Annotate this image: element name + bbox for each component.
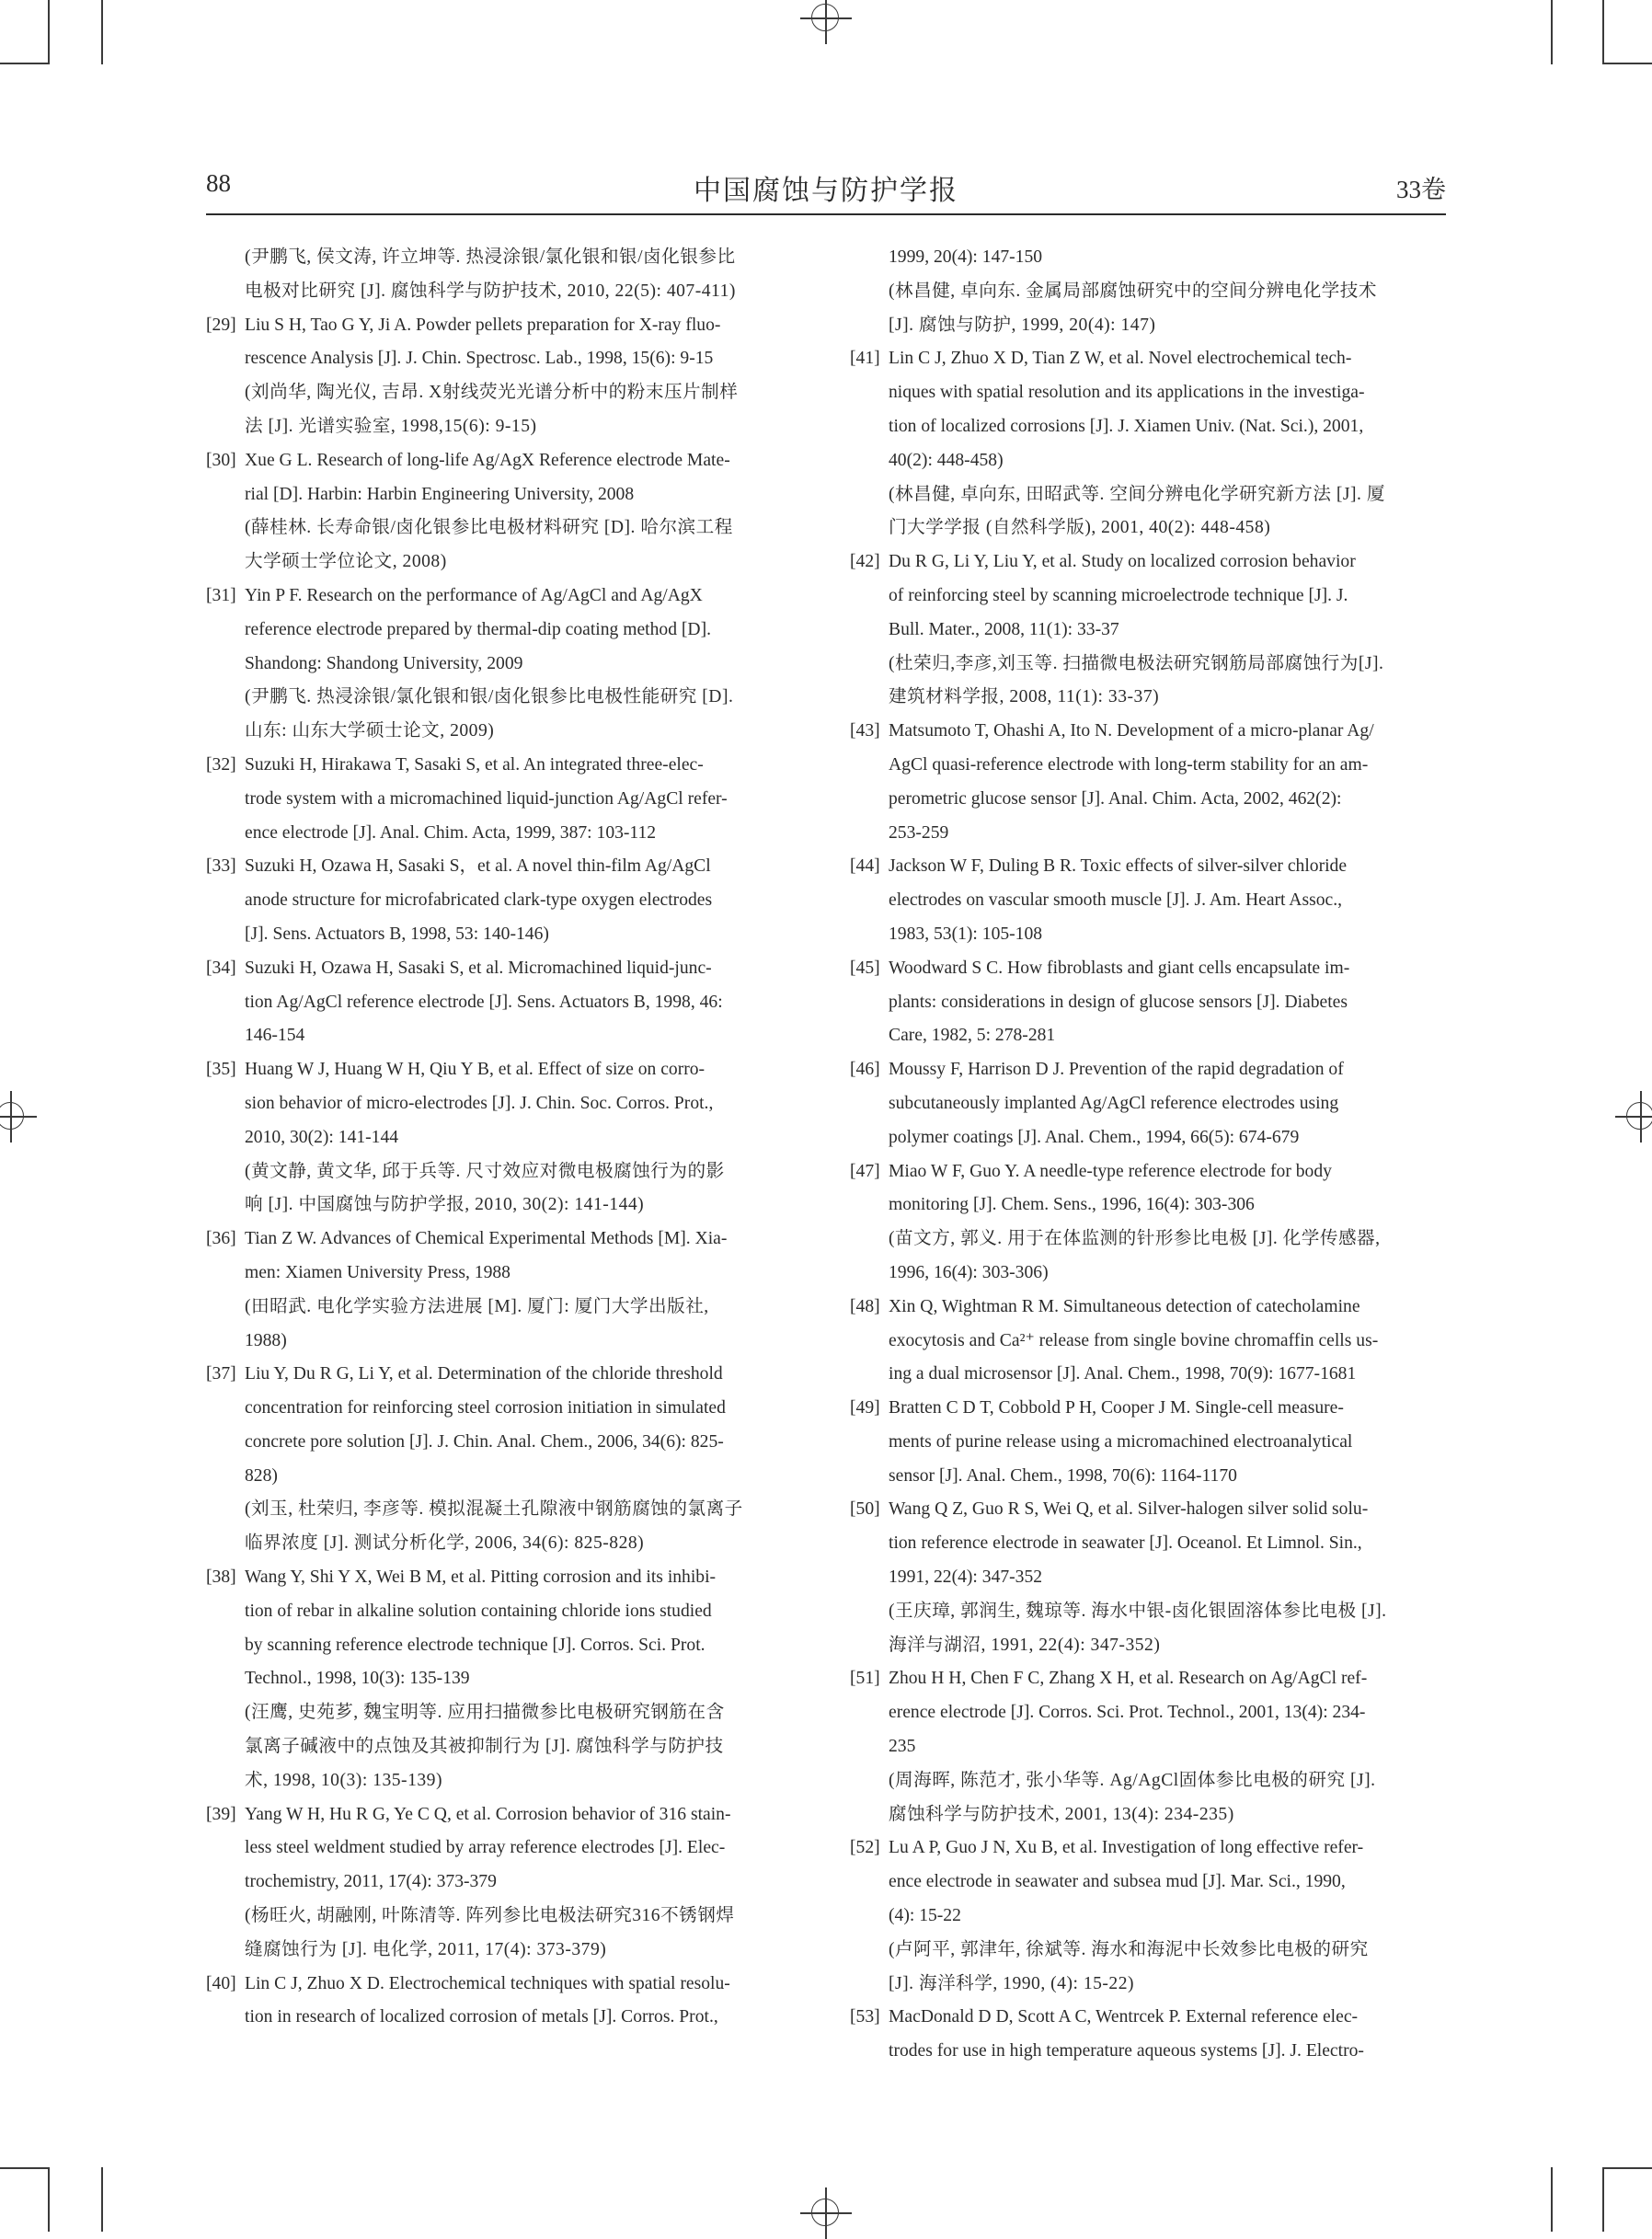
reference-number: [41] <box>850 349 880 369</box>
reference-line: [J]. Sens. Actuators B, 1998, 53: 140-146) <box>245 924 549 944</box>
reference-line: by scanning reference electrode technique [J]. Corros. Sci. Prot. <box>245 1635 706 1655</box>
header-rule <box>206 213 1446 215</box>
reference-line: rescence Analysis [J]. J. Chin. Spectrosc. Lab., 1998, 15(6): 9-15 <box>245 349 714 369</box>
reference-entry <box>206 1798 795 1968</box>
reference-line: 1983, 53(1): 105-108 <box>889 924 1043 944</box>
reference-number: [44] <box>850 856 880 877</box>
reference-number: [51] <box>850 1669 880 1689</box>
reference-line: tion of rebar in alkaline solution containing chloride ions studied <box>245 1601 712 1621</box>
reference-line: Du R G, Li Y, Liu Y, et al. Study on localized corrosion behavior <box>889 552 1356 572</box>
reference-line: ence electrode [J]. Anal. Chim. Acta, 1999, 387: 103-112 <box>245 822 657 843</box>
reference-number: [34] <box>206 958 236 978</box>
registration-mark-icon <box>1615 1091 1652 1142</box>
reference-line: concrete pore solution [J]. J. Chin. Anal. Chem., 2006, 34(6): 825- <box>245 1431 724 1452</box>
reference-line: Lu A P, Guo J N, Xu B, et al. Investigation of long effective refer- <box>889 1838 1364 1858</box>
reference-line: (周海晖, 陈范才, 张小华等. Ag/AgCl固体参比电极的研究 [J]. <box>889 1770 1376 1790</box>
reference-line: Liu S H, Tao G Y, Ji A. Powder pellets preparation for X-ray fluo- <box>245 315 721 335</box>
reference-number: [50] <box>850 1499 880 1520</box>
reference-entry <box>206 1053 795 1223</box>
crop-mark <box>48 2167 50 2232</box>
reference-entry <box>206 952 795 1053</box>
reference-line: trodes for use in high temperature aqueous systems [J]. J. Electro- <box>889 2041 1364 2061</box>
reference-line: Huang W J, Huang W H, Qiu Y B, et al. Effect of size on corro- <box>245 1060 706 1080</box>
crop-mark <box>1602 2167 1604 2232</box>
reference-entry <box>206 749 795 850</box>
reference-line: 海洋与湖沼, 1991, 22(4): 347-352) <box>889 1635 1161 1655</box>
reference-line: 1999, 20(4): 147-150 <box>889 247 1043 267</box>
reference-entry <box>850 342 1439 545</box>
reference-line: (黄文静, 黄文华, 邱于兵等. 尺寸效应对微电极腐蚀行为的影 <box>245 1161 725 1181</box>
reference-line: 氯离子碱液中的点蚀及其被抑制行为 [J]. 腐蚀科学与防护技 <box>245 1737 724 1757</box>
reference-line: Technol., 1998, 10(3): 135-139 <box>245 1669 470 1689</box>
reference-number: [53] <box>850 2007 880 2027</box>
reference-number: [39] <box>206 1804 236 1824</box>
reference-number: [32] <box>206 754 236 775</box>
reference-entry <box>206 580 795 749</box>
reference-line: Lin C J, Zhuo X D. Electrochemical techniques with spatial resolu- <box>245 1973 730 1993</box>
reference-number: [30] <box>206 450 236 470</box>
reference-number: [46] <box>850 1060 880 1080</box>
reference-line: erence electrode [J]. Corros. Sci. Prot. Technol., 2001, 13(4): 234- <box>889 1703 1366 1723</box>
reference-line: Bull. Mater., 2008, 11(1): 33-37 <box>889 619 1119 639</box>
page-number: 88 <box>206 169 231 197</box>
reference-line: sensor [J]. Anal. Chem., 1998, 70(6): 1164-1170 <box>889 1465 1237 1486</box>
reference-line: tion Ag/AgCl reference electrode [J]. Sens. Actuators B, 1998, 46: <box>245 992 723 1012</box>
reference-line: plants: considerations in design of glucose sensors [J]. Diabetes <box>889 992 1348 1012</box>
reference-line: Woodward S C. How fibroblasts and giant cells encapsulate im- <box>889 958 1350 978</box>
reference-number: [36] <box>206 1229 236 1249</box>
crop-mark <box>1551 2167 1553 2232</box>
reference-number: [31] <box>206 585 236 605</box>
reference-line: (刘尚华, 陶光仪, 吉昂. X射线荧光光谱分析中的粉末压片制样 <box>245 383 739 403</box>
reference-line: (卢阿平, 郭津年, 徐斌等. 海水和海泥中长效参比电极的研究 <box>889 1939 1369 1959</box>
reference-entry <box>850 1155 1439 1291</box>
volume-label: 33卷 <box>1396 176 1446 203</box>
reference-number: [37] <box>206 1364 236 1384</box>
crop-mark <box>101 2167 103 2232</box>
reference-line: 40(2): 448-458) <box>889 450 1004 470</box>
reference-number: [45] <box>850 958 880 978</box>
reference-line: tion in research of localized corrosion of metals [J]. Corros. Prot., <box>245 2007 718 2027</box>
reference-line: Suzuki H, Ozawa H, Sasaki S，et al. A novel thin-film Ag/AgCl <box>245 856 711 877</box>
reference-number: [35] <box>206 1060 236 1080</box>
reference-line: [J]. 海洋科学, 1990, (4): 15-22) <box>889 1973 1135 1993</box>
reference-entry <box>206 444 795 580</box>
reference-line: perometric glucose sensor [J]. Anal. Chim. Acta, 2002, 462(2): <box>889 788 1342 809</box>
reference-line: Tian Z W. Advances of Chemical Experimental Methods [M]. Xia- <box>245 1229 728 1249</box>
crop-mark <box>0 63 50 64</box>
reference-number: [52] <box>850 1838 880 1858</box>
running-header <box>206 169 1446 210</box>
reference-line: 235 <box>889 1737 916 1757</box>
reference-line: (尹鹏飞. 热浸涂银/氯化银和银/卤化银参比电极性能研究 [D]. <box>245 687 734 707</box>
reference-line: (尹鹏飞, 侯文涛, 许立坤等. 热浸涂银/氯化银和银/卤化银参比 <box>245 247 736 267</box>
journal-title: 中国腐蚀与防护学报 <box>694 176 958 206</box>
reference-line: Wang Q Z, Guo R S, Wei Q, et al. Silver-halogen silver solid solu- <box>889 1499 1369 1520</box>
reference-entry <box>206 241 795 309</box>
reference-number: [49] <box>850 1398 880 1418</box>
reference-entry <box>206 309 795 444</box>
reference-line: Shandong: Shandong University, 2009 <box>245 653 523 673</box>
reference-line: electrodes on vascular smooth muscle [J]. J. Am. Heart Assoc., <box>889 890 1343 911</box>
crop-mark <box>1602 2167 1652 2169</box>
registration-mark-icon <box>800 0 852 44</box>
reference-line: 响 [J]. 中国腐蚀与防护学报, 2010, 30(2): 141-144) <box>245 1195 645 1215</box>
reference-line: sion behavior of micro-electrodes [J]. J. Chin. Soc. Corros. Prot., <box>245 1093 714 1113</box>
reference-line: reference electrode prepared by thermal-dip coating method [D]. <box>245 619 712 639</box>
reference-line: (王庆璋, 郭润生, 魏琼等. 海水中银-卤化银固溶体参比电极 [J]. <box>889 1601 1387 1621</box>
reference-line: (苗文方, 郭义. 用于在体监测的针形参比电极 [J]. 化学传感器, <box>889 1229 1381 1249</box>
reference-entry <box>850 1831 1439 2001</box>
reference-line: of reinforcing steel by scanning microelectrode technique [J]. J. <box>889 585 1348 605</box>
reference-line: less steel weldment studied by array reference electrodes [J]. Elec- <box>245 1838 726 1858</box>
reference-entry <box>850 1493 1439 1662</box>
reference-line: Suzuki H, Ozawa H, Sasaki S, et al. Micromachined liquid-junc- <box>245 958 712 978</box>
reference-line: Yin P F. Research on the performance of Ag/AgCl and Ag/AgX <box>245 585 703 605</box>
reference-line: anode structure for microfabricated clark-type oxygen electrodes <box>245 890 713 911</box>
reference-line: Moussy F, Harrison D J. Prevention of the rapid degradation of <box>889 1060 1344 1080</box>
reference-entry <box>850 241 1439 342</box>
reference-line: Wang Y, Shi Y X, Wei B M, et al. Pitting corrosion and its inhibi- <box>245 1567 717 1588</box>
reference-line: 电极对比研究 [J]. 腐蚀科学与防护技术, 2010, 22(5): 407-411) <box>245 281 736 301</box>
reference-line: exocytosis and Ca²⁺ release from single bovine chromaffin cells us- <box>889 1330 1379 1350</box>
reference-number: [33] <box>206 856 236 877</box>
reference-line: (刘玉, 杜荣归, 李彦等. 模拟混凝土孔隙液中钢筋腐蚀的氯离子 <box>245 1499 743 1520</box>
reference-line: 1988) <box>245 1330 287 1350</box>
reference-line: Bratten C D T, Cobbold P H, Cooper J M. Single-cell measure- <box>889 1398 1344 1418</box>
reference-line: 828) <box>245 1465 278 1486</box>
reference-entry <box>850 952 1439 1053</box>
reference-line: 建筑材料学报, 2008, 11(1): 33-37) <box>889 687 1160 707</box>
reference-line: (林昌健, 卓向东, 田昭武等. 空间分辨电化学研究新方法 [J]. 厦 <box>889 484 1385 504</box>
reference-line: Zhou H H, Chen F C, Zhang X H, et al. Research on Ag/AgCl ref- <box>889 1669 1368 1689</box>
reference-line: subcutaneously implanted Ag/AgCl reference electrodes using <box>889 1093 1339 1113</box>
reference-entry <box>850 1291 1439 1392</box>
reference-line: 1996, 16(4): 303-306) <box>889 1262 1049 1282</box>
reference-entry <box>850 1053 1439 1154</box>
reference-line: AgCl quasi-reference electrode with long-term stability for an am- <box>889 754 1369 775</box>
reference-line: tion of localized corrosions [J]. J. Xiamen Univ. (Nat. Sci.), 2001, <box>889 416 1364 436</box>
reference-column-right <box>850 241 1439 2069</box>
registration-mark-icon <box>0 1091 37 1142</box>
reference-number: [43] <box>850 721 880 741</box>
crop-mark <box>1551 0 1553 64</box>
reference-line: Xue G L. Research of long-life Ag/AgX Reference electrode Mate- <box>245 450 730 470</box>
reference-line: 术, 1998, 10(3): 135-139) <box>245 1770 442 1790</box>
reference-entry <box>850 715 1439 850</box>
reference-line: (田昭武. 电化学实验方法进展 [M]. 厦门: 厦门大学出版社, <box>245 1296 709 1316</box>
reference-line: trode system with a micromachined liquid-junction Ag/AgCl refer- <box>245 788 728 809</box>
reference-number: [29] <box>206 315 236 335</box>
reference-number: [38] <box>206 1567 236 1588</box>
reference-entry <box>850 1662 1439 1831</box>
reference-line: Suzuki H, Hirakawa T, Sasaki S, et al. An integrated three-elec- <box>245 754 704 775</box>
crop-mark <box>1602 63 1652 64</box>
reference-line: tion reference electrode in seawater [J]. Oceanol. Et Limnol. Sin., <box>889 1533 1362 1554</box>
reference-line: 法 [J]. 光谱实验室, 1998,15(6): 9-15) <box>245 416 537 436</box>
reference-line: Jackson W F, Duling B R. Toxic effects of silver-silver chloride <box>889 856 1348 877</box>
reference-line: MacDonald D D, Scott A C, Wentrcek P. External reference elec- <box>889 2007 1359 2027</box>
reference-line: polymer coatings [J]. Anal. Chem., 1994, 66(5): 674-679 <box>889 1127 1300 1147</box>
reference-line: ing a dual microsensor [J]. Anal. Chem., 1998, 70(9): 1677-1681 <box>889 1364 1357 1384</box>
crop-mark <box>1602 0 1604 64</box>
reference-line: trochemistry, 2011, 17(4): 373-379 <box>245 1872 497 1892</box>
reference-line: ments of purine release using a micromachined electroanalytical <box>889 1431 1353 1452</box>
reference-number: [48] <box>850 1296 880 1316</box>
reference-line: 缝腐蚀行为 [J]. 电化学, 2011, 17(4): 373-379) <box>245 1939 607 1959</box>
reference-line: Xin Q, Wightman R M. Simultaneous detection of catecholamine <box>889 1296 1360 1316</box>
reference-line: ence electrode in seawater and subsea mud [J]. Mar. Sci., 1990, <box>889 1872 1346 1892</box>
reference-line: men: Xiamen University Press, 1988 <box>245 1262 511 1282</box>
reference-line: Care, 1982, 5: 278-281 <box>889 1026 1056 1046</box>
reference-line: Liu Y, Du R G, Li Y, et al. Determination of the chloride threshold <box>245 1364 723 1384</box>
reference-line: (薛桂林. 长寿命银/卤化银参比电极材料研究 [D]. 哈尔滨工程 <box>245 518 733 538</box>
reference-line: 临界浓度 [J]. 测试分析化学, 2006, 34(6): 825-828) <box>245 1533 645 1554</box>
reference-line: (杜荣归,李彦,刘玉等. 扫描微电极法研究钢筋局部腐蚀行为[J]. <box>889 653 1384 673</box>
reference-entry <box>206 1358 795 1561</box>
reference-line: concentration for reinforcing steel corrosion initiation in simulated <box>245 1398 726 1418</box>
reference-line: (杨旺火, 胡融刚, 叶陈清等. 阵列参比电极法研究316不锈钢焊 <box>245 1906 735 1926</box>
reference-entry <box>206 1223 795 1358</box>
reference-line: 1991, 22(4): 347-352 <box>889 1567 1043 1588</box>
reference-number: [42] <box>850 552 880 572</box>
reference-line: 253-259 <box>889 822 949 843</box>
reference-entry <box>850 850 1439 951</box>
reference-entry <box>206 1968 795 2036</box>
reference-column-left <box>206 241 795 2035</box>
reference-number: [40] <box>206 1973 236 1993</box>
reference-line: 2010, 30(2): 141-144 <box>245 1127 399 1147</box>
reference-line: 山东: 山东大学硕士论文, 2009) <box>245 721 495 741</box>
reference-line: niques with spatial resolution and its applications in the investiga- <box>889 383 1365 403</box>
reference-line: 门大学学报 (自然科学版), 2001, 40(2): 448-458) <box>889 518 1271 538</box>
reference-line: 腐蚀科学与防护技术, 2001, 13(4): 234-235) <box>889 1804 1234 1824</box>
reference-line: Matsumoto T, Ohashi A, Ito N. Development of a micro-planar Ag/ <box>889 721 1374 741</box>
reference-line: 146-154 <box>245 1026 305 1046</box>
crop-mark <box>48 0 50 64</box>
reference-entry <box>850 1392 1439 1493</box>
crop-mark <box>0 2167 50 2169</box>
reference-line: [J]. 腐蚀与防护, 1999, 20(4): 147) <box>889 315 1156 335</box>
reference-line: (汪鹰, 史苑芗, 魏宝明等. 应用扫描微参比电极研究钢筋在含 <box>245 1703 725 1723</box>
reference-entry <box>850 545 1439 715</box>
reference-number: [47] <box>850 1161 880 1181</box>
reference-entry <box>206 850 795 951</box>
reference-line: 大学硕士学位论文, 2008) <box>245 552 447 572</box>
reference-line: monitoring [J]. Chem. Sens., 1996, 16(4): 303-306 <box>889 1195 1255 1215</box>
reference-line: rial [D]. Harbin: Harbin Engineering University, 2008 <box>245 484 635 504</box>
reference-entry <box>850 2001 1439 2069</box>
reference-entry <box>206 1561 795 1798</box>
crop-mark <box>101 0 103 64</box>
reference-line: Miao W F, Guo Y. A needle-type reference electrode for body <box>889 1161 1332 1181</box>
reference-line: Lin C J, Zhuo X D, Tian Z W, et al. Novel electrochemical tech- <box>889 349 1352 369</box>
reference-line: (林昌健, 卓向东. 金属局部腐蚀研究中的空间分辨电化学技术 <box>889 281 1377 301</box>
reference-line: Yang W H, Hu R G, Ye C Q, et al. Corrosion behavior of 316 stain- <box>245 1804 731 1824</box>
reference-line: (4): 15-22 <box>889 1906 961 1926</box>
